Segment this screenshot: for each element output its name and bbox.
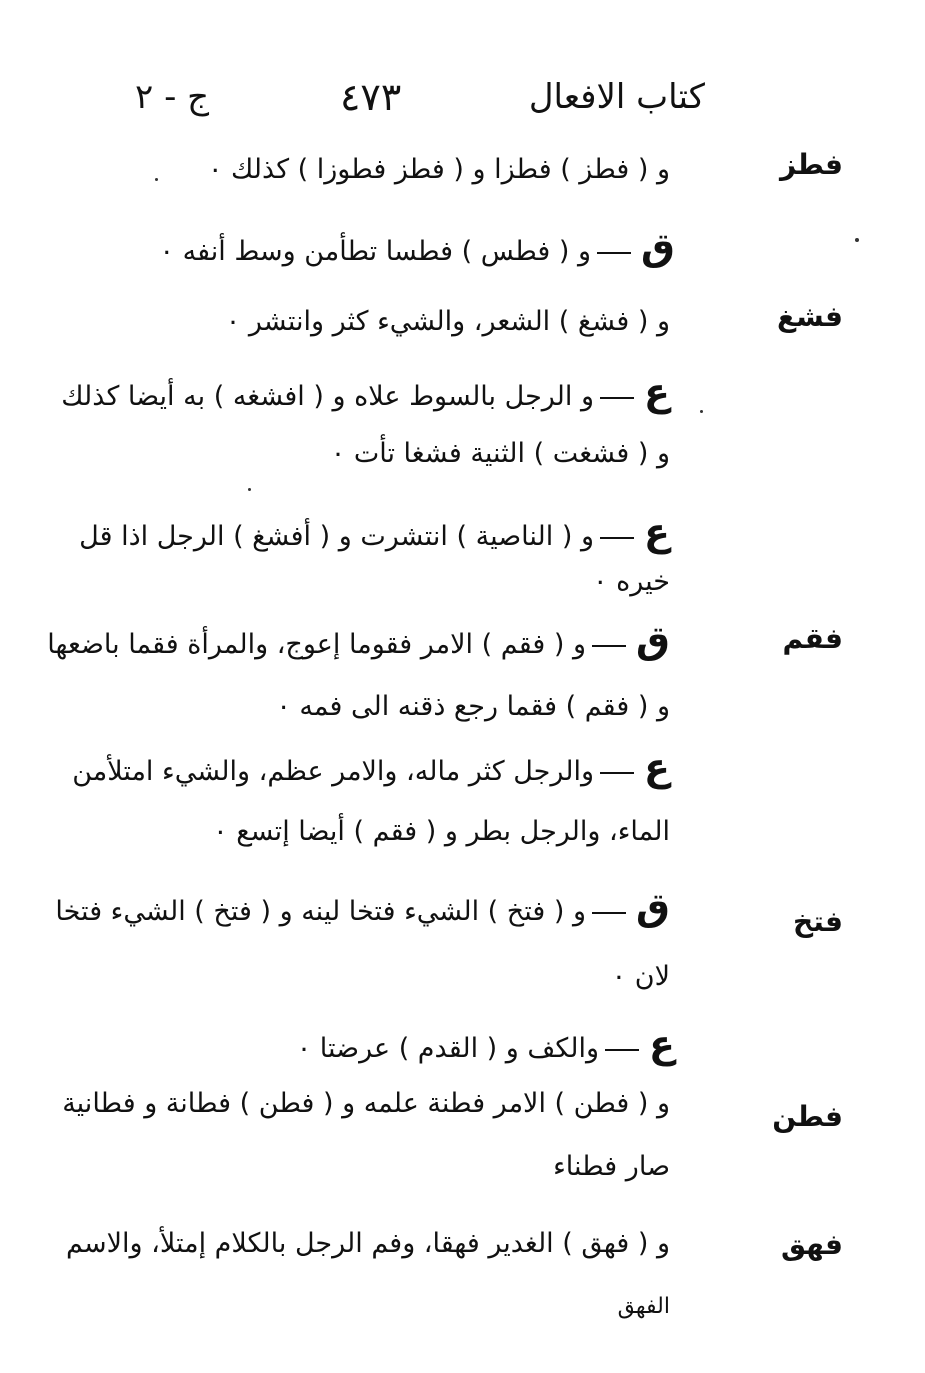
line-text: و ( فطس ) فطسا تطأمن وسط أنفه ٠ [159, 236, 592, 267]
entry-line [160, 225, 675, 274]
headword: فقم [782, 622, 843, 655]
line-text: و ( فقم ) الامر فقوما إعوج، والمرأة فقما باضعها [47, 629, 587, 660]
line-text: و ( فقم ) فقما رجع ذقنه الى فمه ٠ [276, 691, 670, 722]
line-text: الماء، والرجل بطر و ( فقم ) أيضا إتسع ٠ [213, 816, 670, 847]
line-text: و الرجل بالسوط علاه و ( افشغه ) به أيضا كذلك [61, 381, 595, 412]
dash [592, 645, 626, 647]
line-text: الفهق [617, 1294, 670, 1319]
scan-speck [855, 238, 859, 242]
entry-line [115, 432, 670, 476]
headword: فطز [779, 148, 843, 181]
entry-line [115, 1285, 670, 1329]
volume-label: ج - ٢ [135, 77, 210, 117]
dash [605, 1049, 639, 1051]
line-text: والرجل كثر ماله، والامر عظم، والشيء امتلأمن [72, 756, 595, 787]
source-tag: ق [641, 225, 675, 269]
headword: فتخ [793, 905, 843, 938]
entry-line [115, 955, 670, 999]
page-number: ٤٧٣ [340, 75, 402, 119]
source-tag: ع [644, 745, 670, 789]
scan-speck [155, 178, 158, 181]
scan-speck [700, 410, 703, 413]
dash [600, 772, 634, 774]
dash [600, 537, 634, 539]
line-text: صار فطناء [553, 1151, 670, 1182]
line-text: و ( فتخ ) الشيء فتخا لينه و ( فتخ ) الشيء فتخا [55, 896, 587, 927]
source-tag: ق [636, 885, 670, 929]
line-text: و ( فهق ) الغدير فهقا، وفم الرجل بالكلام إمتلأ، والاسم [66, 1228, 670, 1259]
headword: فشغ [777, 300, 843, 333]
dash [600, 397, 634, 399]
line-text: و ( الناصية ) انتشرت و ( أفشغ ) الرجل اذا قل [79, 521, 595, 552]
entry-line [115, 560, 670, 604]
dash [592, 912, 626, 914]
entry-line [66, 1222, 670, 1266]
entry-line [115, 1145, 670, 1189]
headword: فهق [780, 1228, 843, 1261]
line-text: لان ٠ [611, 961, 670, 992]
source-tag: ق [636, 618, 670, 662]
line-text: والكف و ( القدم ) عرضتا ٠ [296, 1033, 600, 1064]
line-text: خيره ٠ [593, 566, 670, 597]
source-tag: ع [649, 1022, 675, 1066]
entry-line [47, 618, 670, 667]
entry-line [61, 370, 670, 419]
line-text: و ( فطز ) فطزا و ( فطز فطوزا ) كذلك ٠ [207, 154, 670, 185]
entry-line [208, 148, 670, 192]
scan-speck [248, 488, 251, 491]
line-text: و ( فشغت ) الثنية فشغا تأت ٠ [330, 438, 670, 469]
entry-line [55, 885, 670, 934]
source-tag: ع [644, 510, 670, 554]
headword: فطن [772, 1100, 843, 1133]
entry-line [62, 1082, 670, 1126]
entry-line [79, 510, 670, 559]
entry-line [297, 1022, 675, 1071]
dash [597, 252, 631, 254]
source-tag: ع [644, 370, 670, 414]
entry-line [226, 300, 670, 344]
entry-line [72, 745, 670, 794]
line-text: و ( فطن ) الامر فطنة علمه و ( فطن ) فطانة و فطانية [62, 1088, 670, 1119]
line-text: و ( فشغ ) الشعر، والشيء كثر وانتشر ٠ [225, 306, 670, 337]
running-title: كتاب الافعال [528, 77, 705, 117]
entry-line [115, 810, 670, 854]
entry-line [115, 685, 670, 729]
